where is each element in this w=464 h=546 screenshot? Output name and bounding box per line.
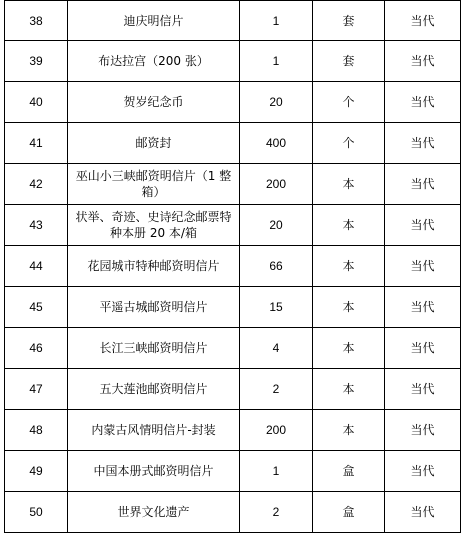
row-number: 39 [5, 41, 68, 82]
table-row [5, 328, 461, 369]
table-row [5, 123, 461, 164]
row-number: 50 [5, 492, 68, 533]
items-table [4, 0, 461, 533]
item-name: 花园城市特种邮资明信片 [68, 246, 240, 287]
row-number: 44 [5, 246, 68, 287]
item-name: 世界文化遗产 [68, 492, 240, 533]
item-quantity: 20 [240, 82, 313, 123]
item-unit: 本 [313, 205, 385, 246]
item-era: 当代 [385, 492, 461, 533]
row-number: 45 [5, 287, 68, 328]
item-era: 当代 [385, 123, 461, 164]
item-unit: 盒 [313, 451, 385, 492]
item-unit: 套 [313, 41, 385, 82]
table-row [5, 1, 461, 41]
item-quantity: 15 [240, 287, 313, 328]
row-number: 38 [5, 1, 68, 41]
item-quantity: 200 [240, 410, 313, 451]
row-number: 47 [5, 369, 68, 410]
table-row [5, 205, 461, 246]
items-table-body [5, 1, 461, 533]
row-number: 41 [5, 123, 68, 164]
item-era: 当代 [385, 41, 461, 82]
table-row [5, 492, 461, 533]
item-name: 中国本册式邮资明信片 [68, 451, 240, 492]
table-row [5, 164, 461, 205]
item-era: 当代 [385, 82, 461, 123]
item-name: 贺岁纪念币 [68, 82, 240, 123]
table-row [5, 41, 461, 82]
item-name: 巫山小三峡邮资明信片（1 整箱） [68, 164, 240, 205]
item-era: 当代 [385, 246, 461, 287]
item-era: 当代 [385, 328, 461, 369]
row-number: 40 [5, 82, 68, 123]
item-era: 当代 [385, 205, 461, 246]
item-quantity: 200 [240, 164, 313, 205]
row-number: 43 [5, 205, 68, 246]
row-number: 49 [5, 451, 68, 492]
item-quantity: 1 [240, 1, 313, 41]
item-quantity: 2 [240, 492, 313, 533]
item-unit: 个 [313, 123, 385, 164]
item-unit: 本 [313, 164, 385, 205]
item-era: 当代 [385, 287, 461, 328]
item-name: 邮资封 [68, 123, 240, 164]
item-quantity: 20 [240, 205, 313, 246]
item-name: 布达拉宫（200 张） [68, 41, 240, 82]
item-unit: 盒 [313, 492, 385, 533]
table-row [5, 246, 461, 287]
table-row [5, 82, 461, 123]
item-quantity: 1 [240, 451, 313, 492]
item-era: 当代 [385, 451, 461, 492]
item-name: 状举、奇迹、史诗纪念邮票特种本册 20 本/箱 [68, 205, 240, 246]
row-number: 48 [5, 410, 68, 451]
item-era: 当代 [385, 410, 461, 451]
item-era: 当代 [385, 1, 461, 41]
table-row [5, 410, 461, 451]
item-quantity: 1 [240, 41, 313, 82]
table-row [5, 451, 461, 492]
item-name: 长江三峡邮资明信片 [68, 328, 240, 369]
item-unit: 本 [313, 287, 385, 328]
item-era: 当代 [385, 369, 461, 410]
item-quantity: 2 [240, 369, 313, 410]
item-unit: 个 [313, 82, 385, 123]
item-unit: 本 [313, 246, 385, 287]
item-unit: 套 [313, 1, 385, 41]
item-unit: 本 [313, 328, 385, 369]
item-quantity: 4 [240, 328, 313, 369]
row-number: 42 [5, 164, 68, 205]
item-era: 当代 [385, 164, 461, 205]
item-name: 迪庆明信片 [68, 1, 240, 41]
item-name: 五大莲池邮资明信片 [68, 369, 240, 410]
item-name: 内蒙古风情明信片-封装 [68, 410, 240, 451]
item-unit: 本 [313, 369, 385, 410]
item-name: 平遥古城邮资明信片 [68, 287, 240, 328]
item-quantity: 400 [240, 123, 313, 164]
table-row [5, 287, 461, 328]
table-row [5, 369, 461, 410]
item-quantity: 66 [240, 246, 313, 287]
row-number: 46 [5, 328, 68, 369]
item-unit: 本 [313, 410, 385, 451]
